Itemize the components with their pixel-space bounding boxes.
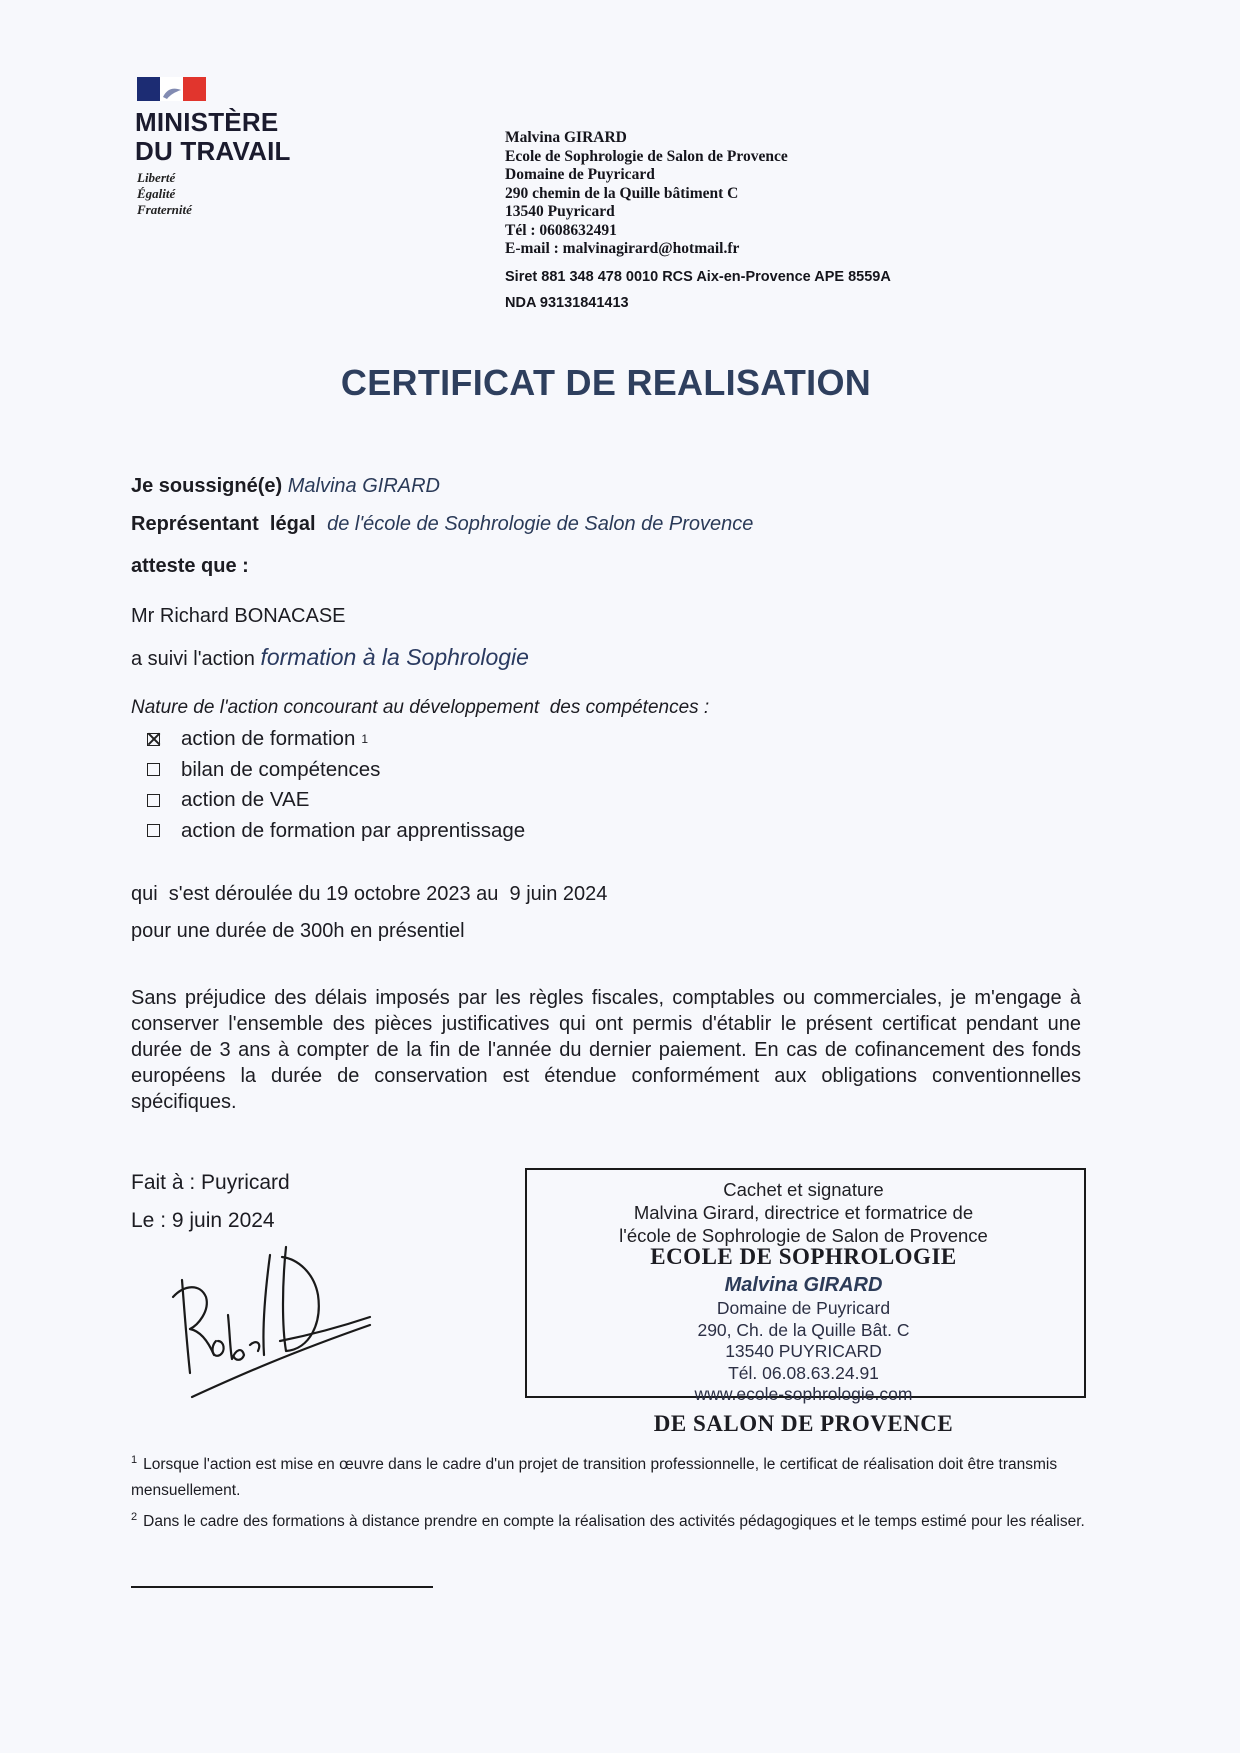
stamp-address-line: 13540 PUYRICARD [725, 1341, 882, 1361]
stamp-person-name: Malvina GIRARD [724, 1274, 883, 1296]
stamp-address [525, 1298, 1082, 1384]
sender-identifiers [505, 264, 891, 316]
undersigned-row [131, 475, 440, 498]
stamp-phone: Tél. 06.08.63.24.91 [728, 1362, 879, 1383]
action-prefix: a suivi l'action [131, 648, 255, 670]
stamp-header-line: l'école de Sophrologie de Salon de Provence [619, 1225, 988, 1246]
sender-email: E-mail : malvinagirard@hotmail.fr [505, 240, 740, 257]
action-row [131, 644, 529, 671]
document-title: CERTIFICAT DE REALISATION [340, 362, 872, 403]
option-bilan [147, 755, 525, 786]
training-duration: pour une durée de 300h en présentiel [131, 920, 465, 942]
option-vae [147, 785, 525, 816]
stamp-header-line: Malvina Girard, directrice et formatrice de [633, 1202, 974, 1223]
legal-paragraph: Sans préjudice des délais imposés par les règles fiscales, comptables ou commerciales, je m'engage à conserver l'ensemble des pièces justificatives qui ont permis d'établir le présent certificat pendant une durée de 3 ans à compter de la fin de l'année du dernier paiement. En cas de cofinancement des fonds européens la durée de conservation est étendue conformément aux obligations conventionnelles spécifiques. [131, 987, 1081, 1113]
stamp-website: www.ecole-sophrologie.com [694, 1384, 913, 1404]
stamp-address-line: 290, Ch. de la Quille Bât. C [697, 1319, 910, 1340]
ministry-name-line1: MINISTÈRE [135, 107, 279, 137]
footnote-number: 2 [131, 1511, 138, 1524]
ministry-motto [137, 170, 192, 218]
representative-value: de l'école de Sophrologie de Salon de Provence [327, 513, 754, 535]
footnote-marker: 1 [361, 732, 369, 746]
stamp-school-city: DE SALON DE PROVENCE [653, 1411, 954, 1436]
stamp-school-name: ECOLE DE SOPHROLOGIE [650, 1244, 957, 1269]
sender-line: 13540 Puyricard [505, 203, 615, 220]
representative-row [131, 513, 753, 536]
undersigned-value: Malvina GIRARD [287, 475, 440, 497]
footnote-2 [131, 1504, 1091, 1535]
nature-options [147, 724, 525, 846]
motto-liberte: Liberté [137, 170, 176, 185]
beneficiary-name: Mr Richard BONACASE [131, 605, 346, 627]
footer-divider [131, 1586, 433, 1588]
ministry-flag-icon [137, 77, 206, 101]
option-formation [147, 724, 525, 755]
checked-checkbox-icon [147, 733, 160, 746]
ministry-name-line2: DU TRAVAIL [135, 136, 291, 166]
attests-label: atteste que : [131, 555, 249, 577]
option-label: action de formation [181, 727, 356, 750]
footnote-number: 1 [131, 1454, 138, 1466]
sender-line: 290 chemin de la Quille bâtiment C [505, 184, 739, 202]
sender-line: Ecole de Sophrologie de Salon de Provence [505, 147, 788, 165]
empty-checkbox-icon [147, 794, 160, 807]
option-label: bilan de compétences [181, 757, 381, 781]
handwritten-signature [170, 1245, 385, 1400]
footnote-1 [131, 1447, 1091, 1504]
action-value: formation à la Sophrologie [260, 644, 529, 670]
training-period: qui s'est déroulée du 19 octobre 2023 au 9 juin 2024 [131, 883, 608, 905]
footnotes [131, 1447, 1091, 1535]
undersigned-label: Je soussigné(e) [131, 475, 283, 497]
option-apprentissage [147, 816, 525, 847]
empty-checkbox-icon [147, 824, 160, 837]
sender-line: Malvina GIRARD [505, 129, 627, 146]
sender-line: Domaine de Puyricard [505, 166, 655, 183]
motto-fraternite: Fraternité [137, 202, 192, 217]
stamp-header-line: Cachet et signature [723, 1179, 884, 1200]
ministry-name [135, 108, 291, 166]
sender-siret: Siret 881 348 478 0010 RCS Aix-en-Provence APE 8559A [505, 269, 891, 285]
nature-label: Nature de l'action concourant au développement des compétences : [131, 697, 710, 718]
option-label: action de VAE [181, 788, 310, 811]
stamp-address-line: Domaine de Puyricard [716, 1298, 891, 1318]
representative-label: Représentant légal [131, 513, 316, 535]
place-signed: Fait à : Puyricard [131, 1171, 290, 1194]
empty-checkbox-icon [147, 763, 160, 776]
sender-address-block [505, 129, 788, 259]
footnote-text: Dans le cadre des formations à distance prendre en compte la réalisation des activités pédagogiques et le temps estimé pour les réaliser. [143, 1513, 1085, 1531]
stamp-header [525, 1178, 1082, 1247]
sender-line: Tél : 0608632491 [505, 221, 617, 239]
sender-nda: NDA 93131841413 [505, 295, 629, 311]
date-signed: Le : 9 juin 2024 [131, 1209, 275, 1232]
option-label: action de formation par apprentissage [181, 818, 526, 842]
motto-egalite: Égalité [137, 186, 176, 201]
footnote-text: Lorsque l'action est mise en œuvre dans le cadre d'un projet de transition professionnelle, le certificat de réalisation doit être transmis mensuellement. [131, 1456, 1058, 1500]
